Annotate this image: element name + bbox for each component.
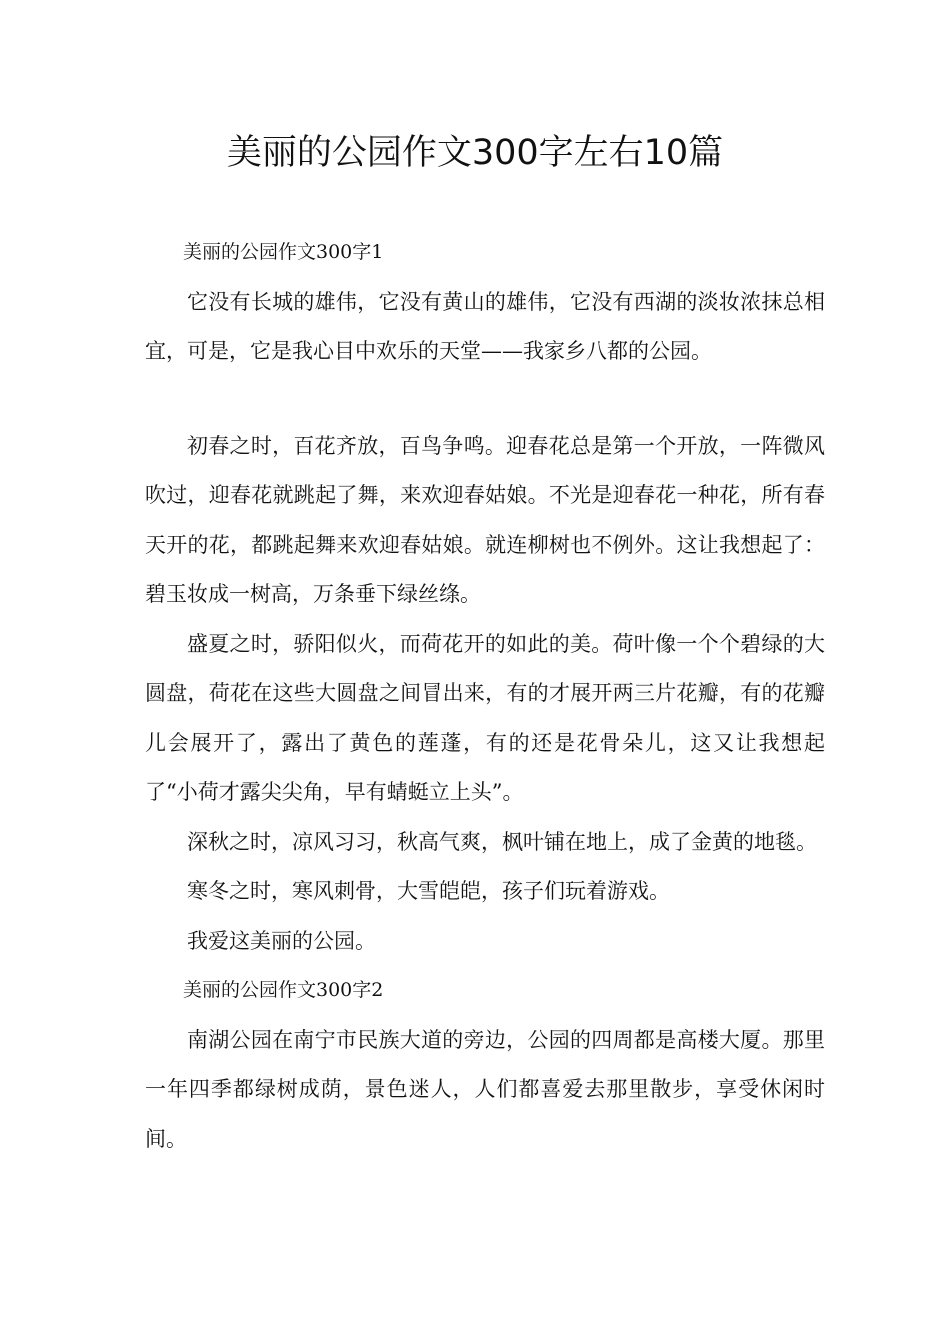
essay-1-paragraph-4: 深秋之时，凉风习习，秋高气爽，枫叶铺在地上，成了金黄的地毯。 — [187, 829, 817, 854]
paragraph-gap — [145, 377, 825, 422]
essay-1-paragraph-5: 寒冬之时，寒风刺骨，大雪皑皑，孩子们玩着游戏。 — [187, 879, 670, 903]
essay-1-paragraph-6: 我爱这美丽的公园。 — [187, 928, 376, 953]
essay-1-heading: 美丽的公园作文300字1 — [183, 241, 384, 263]
document-title: 美丽的公园作文300字左右10篇 — [226, 133, 724, 173]
essay-1-paragraph-1: 它没有长城的雄伟，它没有黄山的雄伟，它没有西湖的淡妆浓抹总相宜，可是，它是我心目中欢乐的天堂——我家乡八都的公园。 — [145, 289, 825, 363]
essay-1-paragraph-3: 盛夏之时，骄阳似火，而荷花开的如此的美。荷叶像一个个碧绿的大圆盘，荷花在这些大圆盘之间冒出来，有的才展开两三片花瓣，有的花瓣儿会展开了，露出了黄色的莲蓬，有的还是花骨朵儿，这又让我想起了“小荷才露尖尖角，早有蜻蜓立上头”。 — [145, 631, 825, 804]
essay-1-paragraph-2: 初春之时，百花齐放，百鸟争鸣。迎春花总是第一个开放，一阵微风吹过，迎春花就跳起了舞，来欢迎春姑娘。不光是迎春花一种花，所有春天开的花，都跳起舞来欢迎春姑娘。就连柳树也不例外。这让我想起了：碧玉妆成一树高，万条垂下绿丝绦。 — [145, 433, 825, 606]
document-body — [145, 228, 825, 1164]
essay-2-heading: 美丽的公园作文300字2 — [183, 979, 384, 1001]
essay-2-paragraph-1: 南湖公园在南宁市民族大道的旁边，公园的四周都是高楼大厦。那里一年四季都绿树成荫，景色迷人，人们都喜爱去那里散步，享受休闲时间。 — [145, 1027, 825, 1151]
